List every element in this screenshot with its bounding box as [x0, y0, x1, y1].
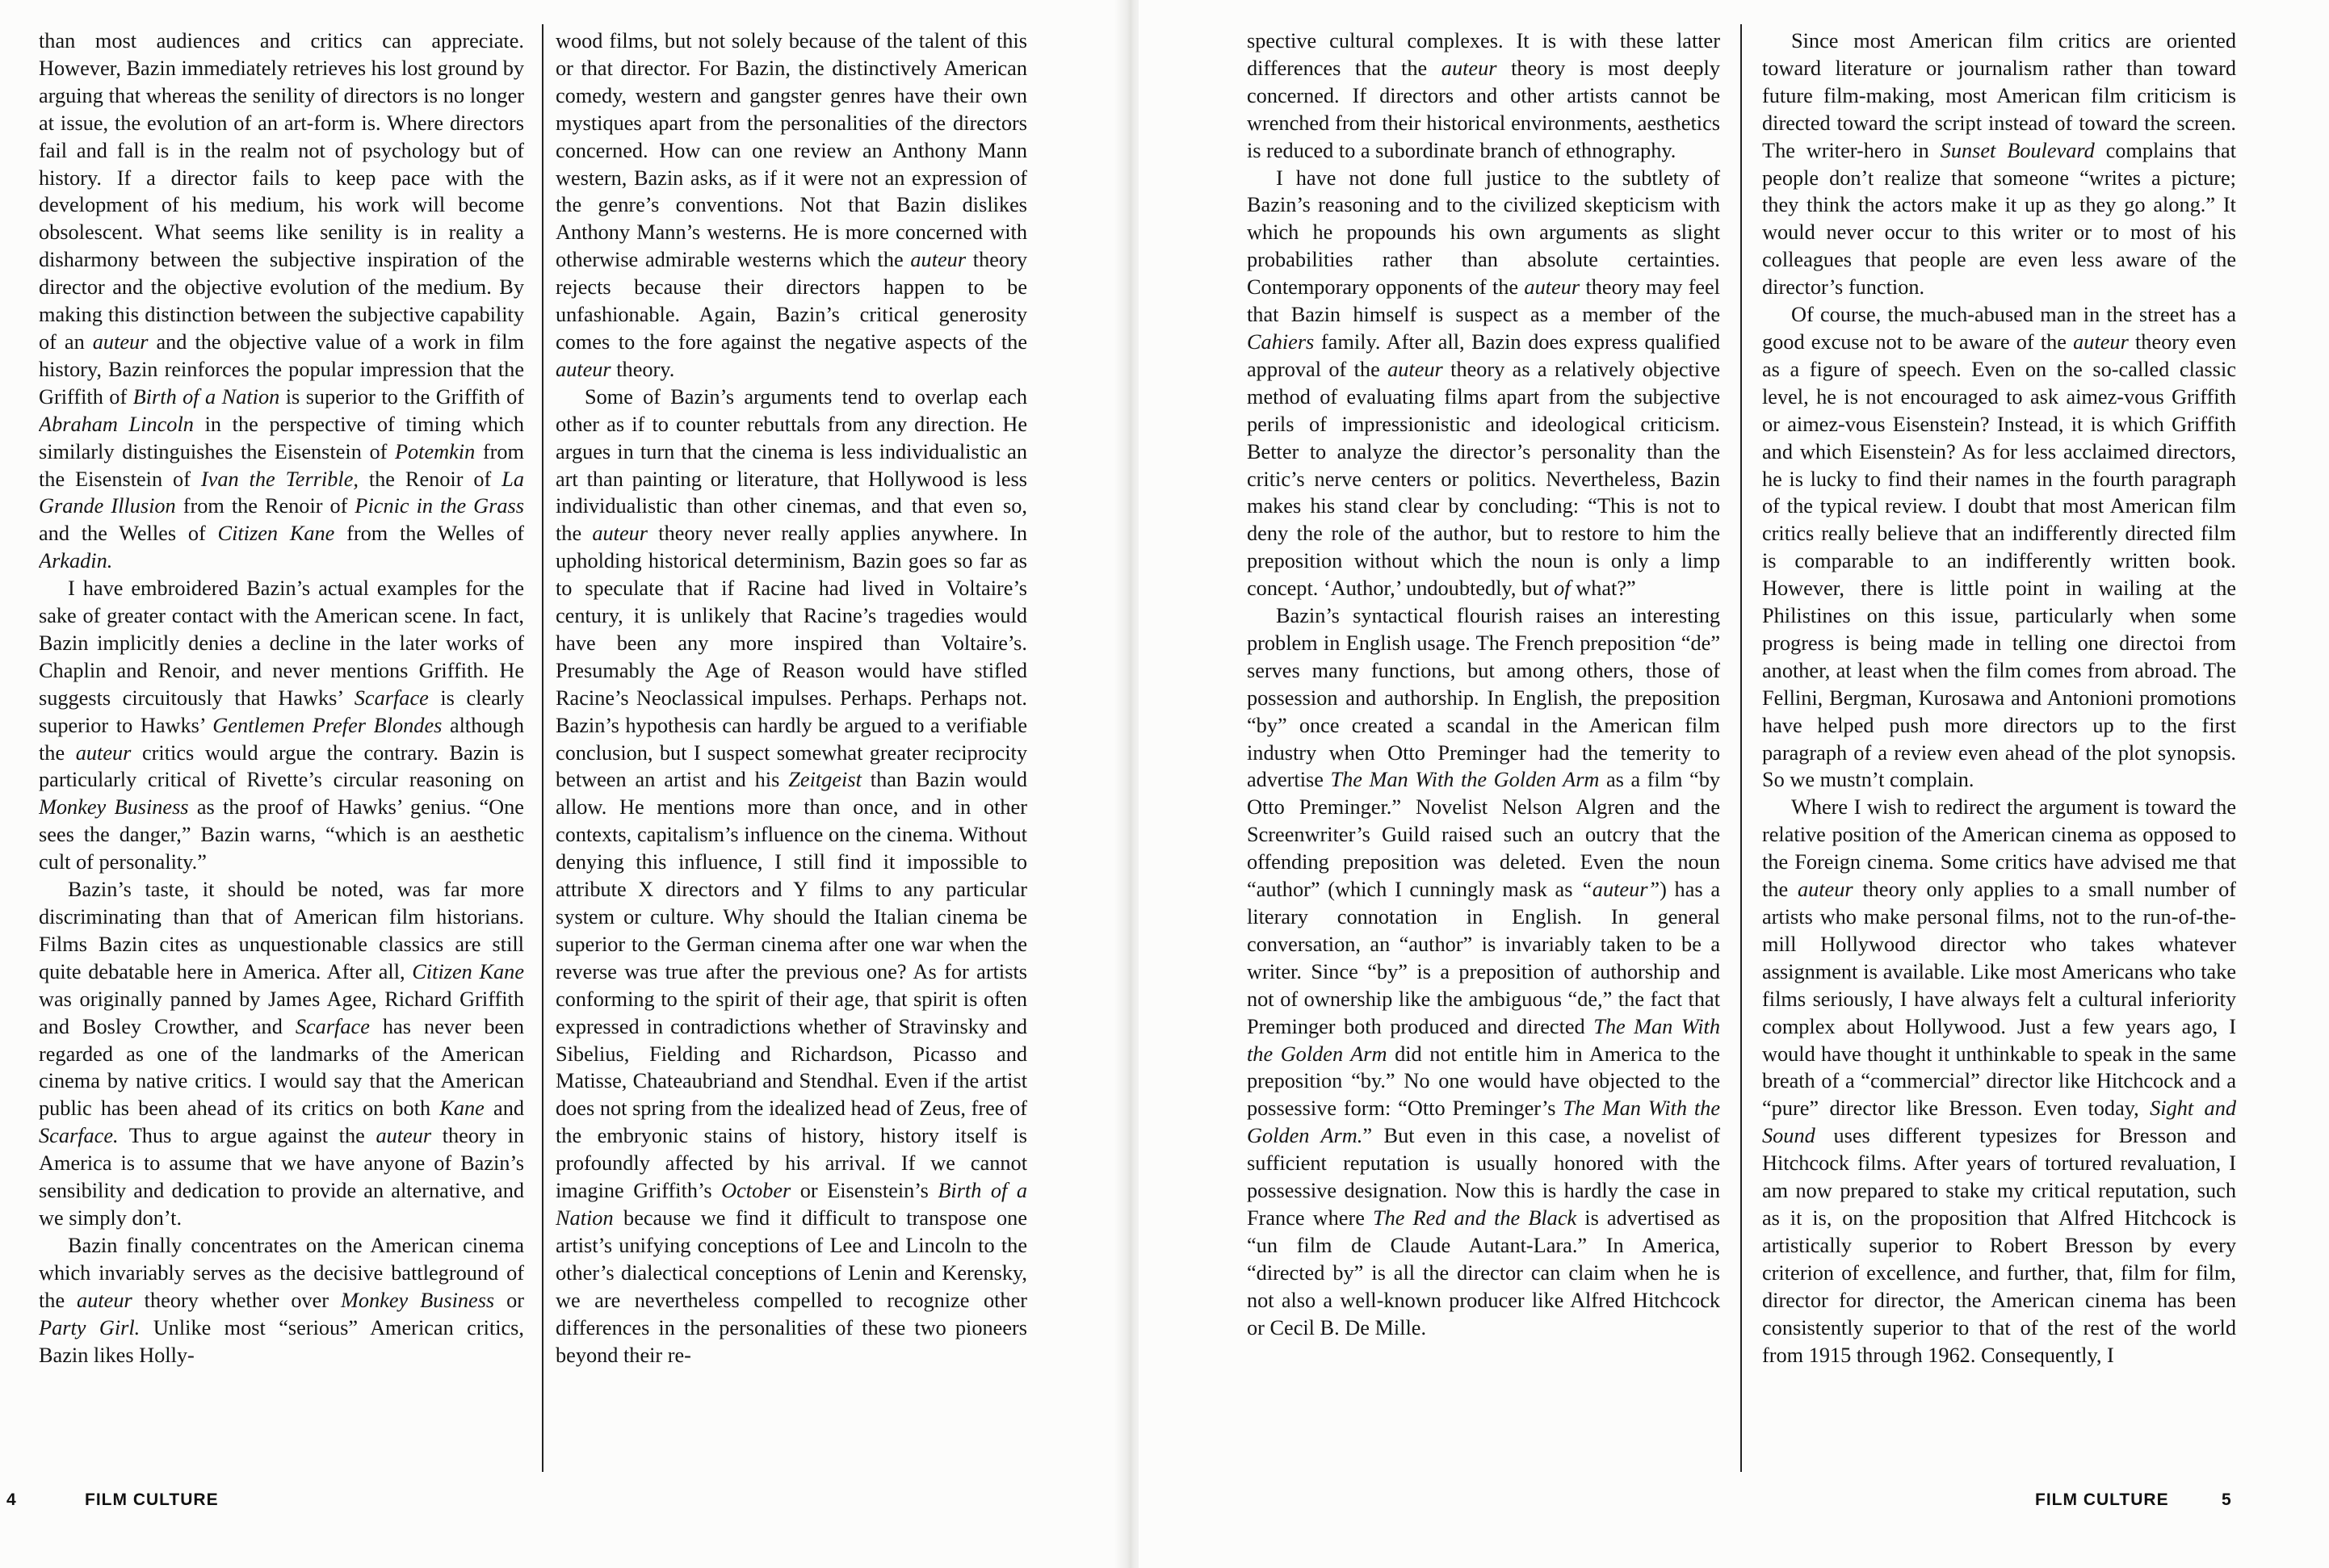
article-paragraph: Bazin’s taste, it should be noted, was far more discriminating than that of American film historians. Films Bazin cites as unquestionable classics are still quite debatable here in America. After all, Citizen Kane was originally panned by James Agee, Richard Griffith and Bosley Crowther, and Scarface has never been regarded as one of the landmarks of the American cinema by native critics. I would say that the American public has been ahead of its critics on both Kane and Scarface. Thus to argue against the auteur theory in America is to assume that we have anyone of Bazin’s sensibility and dedication to provide an alternative, and we simply don’t. — [39, 878, 524, 1230]
article-paragraph: spective cultural complexes. It is with these latter differences that the auteur theory is most deeply concerned. If directors and other artists cannot be wrenched from their historical environments, aesthetics is reduced to a subordinate branch of ethnography. — [1247, 29, 1720, 162]
article-paragraph: Bazin finally concentrates on the American cinema which invariably serves as the decisive battleground of the auteur theory whether over Monkey Business or Party Girl. Unlike most “serious” American critics, Bazin likes Holly- — [39, 1233, 524, 1367]
article-paragraph: than most audiences and critics can appreciate. However, Bazin immediately retrieves his lost ground by arguing that whereas the senility of directors is no longer at issue, the evolution of an art-form is. Where directors fail and fall is in the realm not of psychology but of history. If a director fails to keep pace with the development of his medium, his work will become obsolescent. What seems like senility is in reality a disharmony between the subjective inspiration of the director and the objective evolution of the medium. By making this distinction between the subjective capability of an auteur and the objective value of a work in film history, Bazin reinforces the popular impression that the Griffith of Birth of a Nation is superior to the Griffith of Abraham Lincoln in the perspective of timing which similarly distinguishes the Eisenstein of Potemkin from the Eisenstein of Ivan the Terrible, the Renoir of La Grande Illusion from the Renoir of Picnic in the Grass and the Welles of Citizen Kane from the Welles of Arkadin. — [39, 29, 524, 573]
page-number-4: 4 — [6, 1490, 17, 1509]
article-paragraph: wood films, but not solely because of the talent of this or that director. For Bazin, the distinctively American comedy, western and gangster genres have their own mystiques apart from the personalities of the directors concerned. How can one review an Anthony Mann western, Bazin asks, as if it were not an expression of the genre’s conventions. Not that Bazin dislikes Anthony Mann’s westerns. He is more concerned with otherwise admirable westerns which the auteur theory rejects because their directors happen to be unfashionable. Again, Bazin’s critical generosity comes to the fore against the negative aspects of the auteur theory. — [556, 29, 1027, 381]
article-paragraph: Since most American film critics are oriented toward literature or journalism rather than toward future film-making, most American film criticism is directed toward the script instead of toward the screen. The writer-hero in Sunset Boulevard complains that people don’t realize that someone “writes a picture; they think the actors make it up as they go along.” It would never occur to this writer or to most of his colleagues that people are even less aware of the director’s function. — [1762, 29, 2236, 300]
article-paragraph: Where I wish to redirect the argument is toward the relative position of the American cinema as opposed to the Foreign cinema. Some critics have advised me that the auteur theory only applies to a small number of artists who make personal films, not to the run-of-the-mill Hollywood director who takes whatever assignment is available. Like most Americans who take films seriously, I have always felt a cultural inferiority complex about Hollywood. Just a few years ago, I would have thought it unthinkable to speak in the same breath of a “commercial” director like Hitchcock and a “pure” director like Bresson. Even today, Sight and Sound uses different typesizes for Bresson and Hitchcock films. After years of tortured revaluation, I am now prepared to stake my critical reputation, such as it is, on the proposition that Alfred Hitchcock is artistically superior to Robert Bresson by every criterion of excellence, and further, that, film for film, director for director, the American cinema has been consistently superior to that of the rest of the world from 1915 through 1962. Consequently, I — [1762, 795, 2236, 1367]
column-divider — [542, 24, 543, 1472]
article-paragraph: Bazin’s syntactical flourish raises an interesting problem in English usage. The French preposition “de” serves many functions, but among others, those of possession and authorship. In English, the preposition “by” once created a scandal in the American film industry when Otto Preminger had the temerity to advertise The Man With the Golden Arm as a film “by Otto Preminger.” Novelist Nelson Algren and the Screenwriter’s Guild raised such an outcry that the offending preposition was deleted. Even the noun “author” (which I cunningly mask as “auteur”) has a literary connotation in English. In general conversation, an “author” is invariably taken to be a writer. Since “by” is a preposition of authorship and not of ownership like the ambiguous “de,” the fact that Preminger both produced and directed The Man With the Golden Arm did not entitle him in America to the preposition “by.” No one would have objected to the possessive form: “Otto Preminger’s The Man With the Golden Arm.” But even in this case, a novelist of sufficient reputation is usually honored with the possessive designation. Now this is hardly the case in France where The Red and the Black is advertised as “un film de Claude Autant-Lara.” In America, “directed by” is all the director can claim when he is not also a well-known producer like Alfred Hitchcock or Cecil B. De Mille. — [1247, 604, 1720, 1340]
article-paragraph: Some of Bazin’s arguments tend to overlap each other as if to counter rebuttals from any direction. He argues in turn that the cinema is less individualistic an art than painting or literature, that Hollywood is less individualistic than other cinemas, and that even so, the auteur theory never really applies anywhere. In upholding historical determinism, Bazin goes so far as to speculate that if Racine had lived in Voltaire’s century, it is unlikely that Racine’s tragedies would have been any more inspired than Voltaire’s. Presumably the Age of Reason would have stifled Racine’s Neoclassical impulses. Perhaps. Perhaps not. Bazin’s hypothesis can hardly be argued to a verifiable conclusion, but I suspect somewhat greater reciprocity between an artist and his Zeitgeist than Bazin would allow. He mentions more than once, and in other contexts, capitalism’s influence on the cinema. Without denying this influence, I still find it impossible to attribute X directors and Y films to any particular system or culture. Why should the Italian cinema be superior to the German cinema after one war when the reverse was true after the previous one? As for artists conforming to the spirit of their age, that spirit is often expressed in contradictions whether of Stravinsky and Sibelius, Fielding and Richardson, Picasso and Matisse, Chateaubriand and Stendhal. Even if the artist does not spring from the idealized head of Zeus, free of the embryonic stains of history, history itself is profoundly affected by his arrival. If we cannot imagine Griffith’s October or Eisenstein’s Birth of a Nation because we find it difficult to transpose one artist’s unifying conceptions of Lee and Lincoln to the other’s dialectical conceptions of Lenin and Kerensky, we are nevertheless compelled to recognize other differences in the personalities of these two pioneers beyond their re- — [556, 384, 1027, 1367]
article-paragraph: Of course, the much-abused man in the street has a good excuse not to be aware of the auteur theory even as a figure of speech. Even on the so-called classic level, he is not encouraged to ask aimez-vous Griffith or aimez-vous Eisenstein? Instead, it is which Griffith and which Eisenstein? As for less acclaimed directors, he is lucky to find their names in the fourth paragraph of the typical review. I doubt that most American film critics really believe that an indifferently directed film is comparable to an indifferently written book. However, there is little point in wailing at the Philistines on this issue, particularly when some progress is being made in telling one directoi from another, at least when the film comes from abroad. The Fellini, Bergman, Kurosawa and Antonioni promotions have helped push more directors up to the first paragraph of a review even ahead of the plot synopsis. So we mustn’t complain. — [1762, 303, 2236, 792]
running-footer-title: FILM CULTURE — [2035, 1490, 2169, 1509]
left-page — [0, 0, 1123, 1568]
article-paragraph: I have not done full justice to the subtlety of Bazin’s reasoning and to the civilized skepticism with which he propounds his own arguments as slight probabilities rather than absolute certainties. Contemporary opponents of the auteur theory may feel that Bazin himself is suspect as a member of the Cahiers family. After all, Bazin does express qualified approval of the auteur theory as a relatively objective method of evaluating films apart from the subjective perils of impressionistic and ideological criticism. Better to analyze the director’s personality than the critic’s nerve centers or politics. Nevertheless, Bazin makes his stand clear by concluding: “This is not to deny the role of the author, but to restore to him the preposition without which the noun is only a limp concept. ‘Author,’ undoubtedly, but of what?” — [1247, 166, 1720, 601]
page-number-5: 5 — [2222, 1490, 2232, 1509]
left-page-column-1 — [39, 27, 524, 1473]
right-page — [1139, 0, 2329, 1568]
right-page-column-2 — [1762, 27, 2236, 1473]
left-page-column-2 — [556, 27, 1027, 1473]
right-page-column-1 — [1247, 27, 1720, 1473]
article-paragraph: I have embroidered Bazin’s actual examples for the sake of greater contact with the American scene. In fact, Bazin implicitly denies a decline in the later works of Chaplin and Renoir, and never mentions Griffith. He suggests circuitously that Hawks’ Scarface is clearly superior to Hawks’ Gentlemen Prefer Blondes although the auteur critics would argue the contrary. Bazin is particularly critical of Rivette’s circular reasoning on Monkey Business as the proof of Hawks’ genius. “One sees the danger,” Bazin warns, “which is an aesthetic cult of personality.” — [39, 576, 524, 874]
running-footer-title: FILM CULTURE — [85, 1490, 219, 1509]
column-divider — [1740, 24, 1742, 1472]
